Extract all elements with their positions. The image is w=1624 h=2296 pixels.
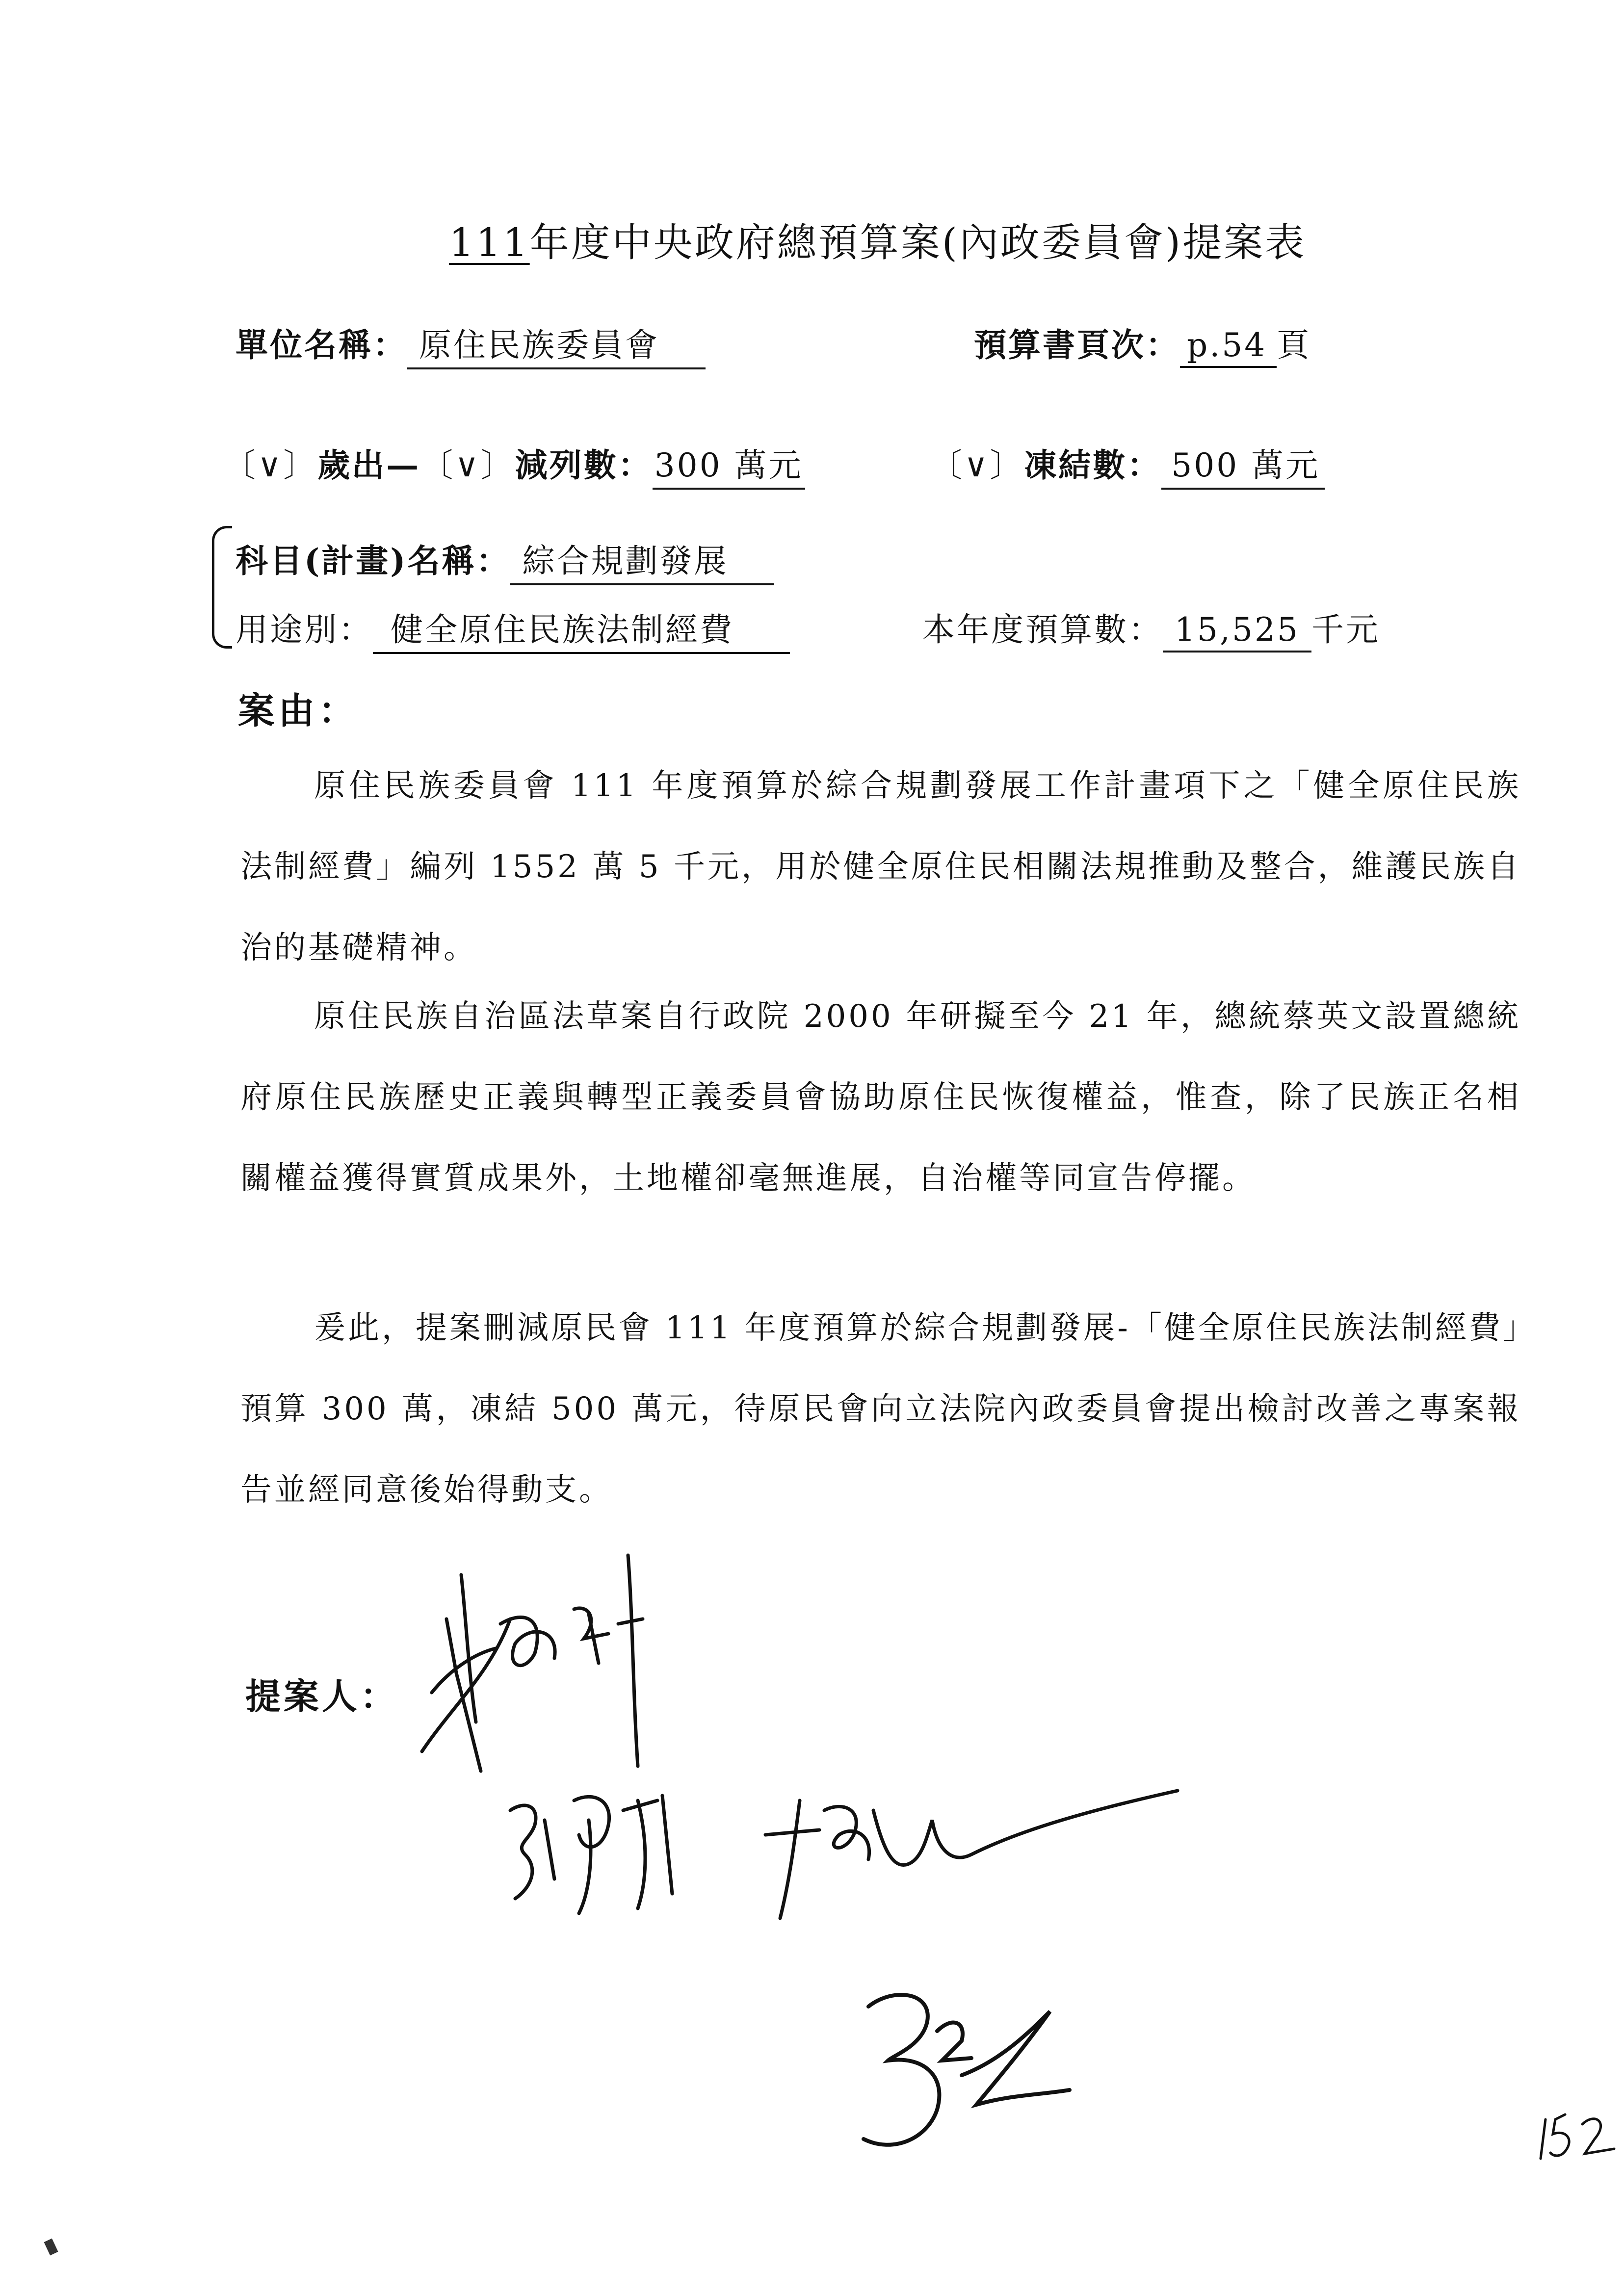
reason-heading: 案由： xyxy=(238,690,359,732)
annual-label: 本年度預算數： xyxy=(922,611,1163,649)
freeze-checkbox: 〔∨〕 xyxy=(930,446,1024,484)
annual-unit: 千元 xyxy=(1311,611,1380,649)
use-row xyxy=(236,603,790,654)
proposer-label: 提案人： xyxy=(245,1675,399,1717)
annual-budget-row xyxy=(922,603,1380,652)
annual-value: 15,525 xyxy=(1163,611,1311,652)
freeze-row xyxy=(930,439,1325,490)
handwritten-number xyxy=(854,1977,1084,2178)
unit-label: 單位名稱： xyxy=(236,326,407,364)
unit-value: 原住民族委員會 xyxy=(407,319,706,369)
subject-bracket xyxy=(212,526,232,649)
budget-row xyxy=(223,439,805,490)
page-ref-label: 預算書頁次： xyxy=(974,326,1180,364)
reason-paragraph-1: 原住民族委員會 111 年度預算於綜合規劃發展工作計畫項下之「健全原住民族法制經費」編列 1552 萬 5 千元，用於健全原住民相關法規推動及整合，維護民族自治的基礎精神。 xyxy=(240,768,1521,966)
reduce-label: 減列數： xyxy=(515,446,653,484)
page-ref-suffix: 頁 xyxy=(1277,326,1311,364)
subject-value: 綜合規劃發展 xyxy=(510,535,774,585)
page-ref-value: p.54 xyxy=(1180,326,1277,368)
use-label: 用途別： xyxy=(236,611,373,649)
reduce-checkbox: 〔∨〕 xyxy=(420,446,515,484)
subject-label: 科目(計畫)名稱： xyxy=(236,542,511,580)
reduce-value: 300 萬元 xyxy=(653,439,805,490)
freeze-label: 凍結數： xyxy=(1024,446,1162,484)
subject-row xyxy=(236,535,774,585)
use-value: 健全原住民族法制經費 xyxy=(373,603,790,654)
handwritten-page-mark xyxy=(1536,2105,1619,2164)
page-title xyxy=(449,211,1306,267)
reason-paragraph-3: 爰此，提案刪減原民會 111 年度預算於綜合規劃發展-「健全原住民族法制經費」預算 300 萬，凍結 500 萬元，待原民會向立法院內政委員會提出檢討改善之專案報告並經同意後始得動支。 xyxy=(240,1310,1521,1508)
title-text: 年度中央政府總預算案(內政委員會)提案表 xyxy=(529,220,1307,265)
page-ref-row xyxy=(974,319,1311,368)
unit-row xyxy=(236,319,706,369)
reason-paragraph-2: 原住民族自治區法草案自行政院 2000 年研擬至今 21 年，總統蔡英文設置總統府原住民族歷史正義與轉型正義委員會協助原住民恢復權益，惟查，除了民族正名相關權益獲得實質成果外，土地權卻毫無進展，自治權等同宣告停擺。 xyxy=(240,998,1521,1197)
scan-mark xyxy=(44,2239,58,2256)
expense-label: 歲出— xyxy=(317,446,421,484)
title-year: 111 xyxy=(449,220,530,265)
freeze-value: 500 萬元 xyxy=(1161,439,1325,490)
expense-checkbox: 〔∨〕 xyxy=(223,446,318,484)
signature-2 xyxy=(500,1781,1197,1943)
